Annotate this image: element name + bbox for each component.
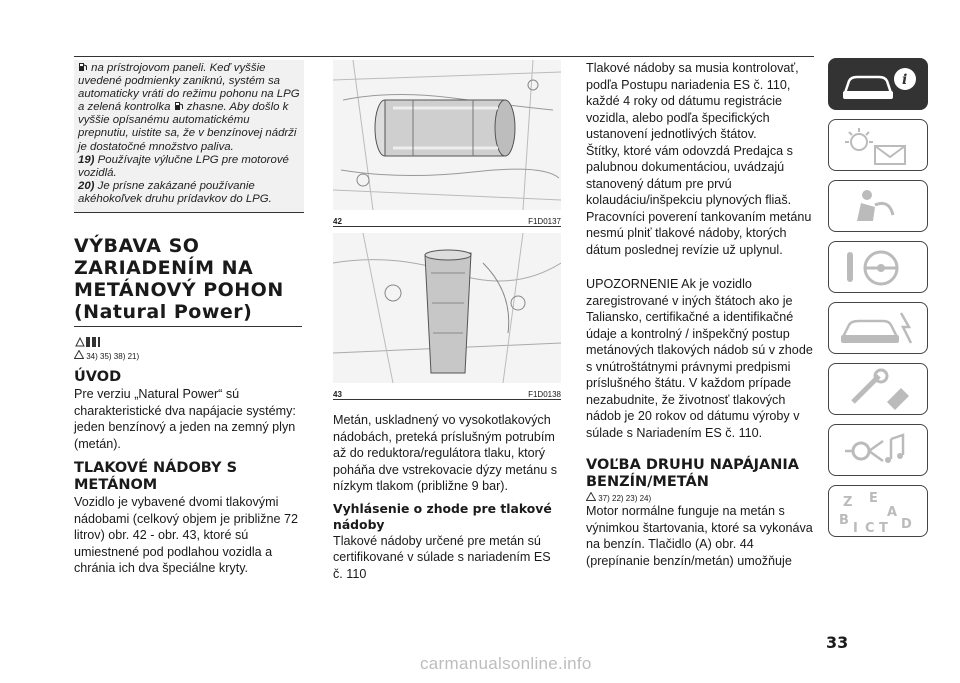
note-box [74,60,304,213]
note-text-2: zhasne. Aby došlo k vyššie opísanému automatickému prepnutiu, uistite sa, že v benzínovej nádrži je dostatočné množstvo paliva. [78,101,297,153]
tab-driving[interactable] [828,241,928,293]
maintenance-icon [839,368,919,412]
section-heading [74,235,304,323]
tlakove-title: TLAKOVÉ NÁDOBY S METÁNOM [74,460,238,494]
note-20-text: Je prísne zakázané používanie akéhokoľvek druhu prídavkov do LPG. [78,179,272,205]
warning-triangle-icon [586,492,596,501]
svg-text:T: T [879,521,888,534]
heading-sub: (Natural Power) [74,301,253,324]
warning-icons-row [74,335,304,349]
tab-car-info[interactable] [828,58,928,110]
column-3 [586,60,814,569]
heading-rule [74,326,302,327]
col3-text-2: Štítky, ktoré vám odovzdá Predajca s palubnou dokumentáciou, uvádzajú stanovený dátum pre prvú kolaudáciu/inšpekciu plynových fliaš. Pracovníci poverení tankovaním metánu nesmú plniť tlakové nádoby, ktorých dátum poslednej revízie už uplynul. [586,143,812,257]
figure-42-code: F1D0137 [528,217,561,226]
column-1 [74,60,304,577]
figure-43 [333,233,561,400]
col3-refs-text: 37) 22) 23) 24) [598,494,652,503]
fuel-select-title: VOĽBA DRUHU NAPÁJANIA BENZÍN/METÁN [586,457,800,490]
tlakove-text: Vozidlo je vybavené dvomi tlakovými nádobami (celkový objem je približne 72 litrov) obr. 42 - obr. 43, ktoré sú umiestnené pod podlahou vozidla a chránia ich dva špeciálne kryty. [74,495,299,576]
svg-text:A: A [887,505,898,520]
methane-warning-icon [74,335,102,349]
svg-text:E: E [869,491,878,506]
tab-warning-lights[interactable] [828,119,928,171]
svg-text:C: C [865,521,875,534]
figure-42-image [333,60,561,210]
note-19-num: 19) [78,153,95,166]
tab-safety[interactable] [828,180,928,232]
warning-triangle-icon [74,350,84,359]
figure-42-number: 42 [333,217,342,226]
svg-text:B: B [839,513,849,528]
figure-43-image [333,233,561,383]
refs-text: 34) 35) 38) 21) [86,352,140,362]
col3-warning-text: UPOZORNENIE Ak je vozidlo zaregistrované v iných štátoch ako je Taliansko, certifikačné a identifikačné údaje a kontrolný / inšpekčný postup metánových tlakových nádob sú v zhode s vnútroštátnymi právnymi predpismi príslušného štátu. V každom prípade nezabudnite, že životnosť tlakových nádob je 20 rokov od dátumu výroby v súlade s Nariadením ES č. 110. [586,277,813,440]
column-2 [333,60,561,582]
svg-text:i: i [902,72,908,88]
svg-text:Z: Z [843,495,853,510]
refs-row [74,350,304,361]
heading-main: VÝBAVA SO ZARIADENÍM NA METÁNOVÝ POHON [74,235,284,302]
note-text-1: na prístrojovom paneli. Keď vyššie uvedené podmienky zaniknú, systém sa automaticky vráti do režimu pohonu na LPG a zelená kontrolka [78,62,300,114]
figure-42-caption [333,215,561,226]
tab-emergency[interactable] [828,302,928,354]
fuel-pump-icon [78,62,88,72]
tab-multimedia[interactable] [828,424,928,476]
warning-lights-icon [839,124,919,168]
col3-refs-row [586,492,814,503]
note-19-text: Používajte výlučne LPG pre motorové vozidlá. [78,153,289,179]
col3-text-1: Tlakové nádoby sa musia kontrolovať, podľa Postupu nariadenia ES č. 110, každé 4 roky od dátumu registrácie vozidla, alebo podľa špecifických ustanovení jednotlivých štátov. [586,61,799,141]
figure-43-code: F1D0138 [528,390,561,399]
tab-maintenance[interactable] [828,363,928,415]
lpg-light-icon [174,101,184,111]
declaration-title: Vyhlásenie o zhode pre tlakové nádoby [333,500,552,532]
svg-text:I: I [853,521,858,534]
uvod-title: ÚVOD [74,369,122,386]
uvod-text: Pre verziu „Natural Power“ sú charakteristické dva napájacie systémy: jeden benzínový a jeden na zemný plyn (metán). [74,387,296,451]
note-20-num: 20) [78,179,95,192]
tab-index[interactable] [828,485,928,537]
driving-icon [839,246,919,290]
safety-icon [839,185,919,229]
figure-42 [333,60,561,227]
chapter-tabs [828,58,928,546]
page-number: 33 [826,633,849,652]
declaration-text: Tlakové nádoby určené pre metán sú certifikované v súlade s nariadením ES č. 110 [333,533,551,581]
figure-43-caption [333,388,561,399]
col3-text-4: Motor normálne funguje na metán s výnimkou štartovania, ktoré sa vykonáva na benzín. Tlačidlo (A) obr. 44 (prepínanie benzín/metán) umožňuje [586,504,813,568]
col2-text-1: Metán, uskladnený vo vysokotlakových nádobách, preteká príslušným potrubím až do reduktora/regulátora tlaku, ktorý poháňa dve vstrekovacie dýzy metánu s nízkym tlakom (približne 9 bar). [333,413,558,493]
index-icon [839,490,919,534]
multimedia-icon [839,429,919,473]
car-info-icon [839,63,919,107]
watermark: carmanualsonline.info [420,654,592,673]
top-rule [74,56,814,57]
figure-43-number: 43 [333,390,342,399]
svg-text:D: D [901,517,912,532]
emergency-icon [839,307,919,351]
